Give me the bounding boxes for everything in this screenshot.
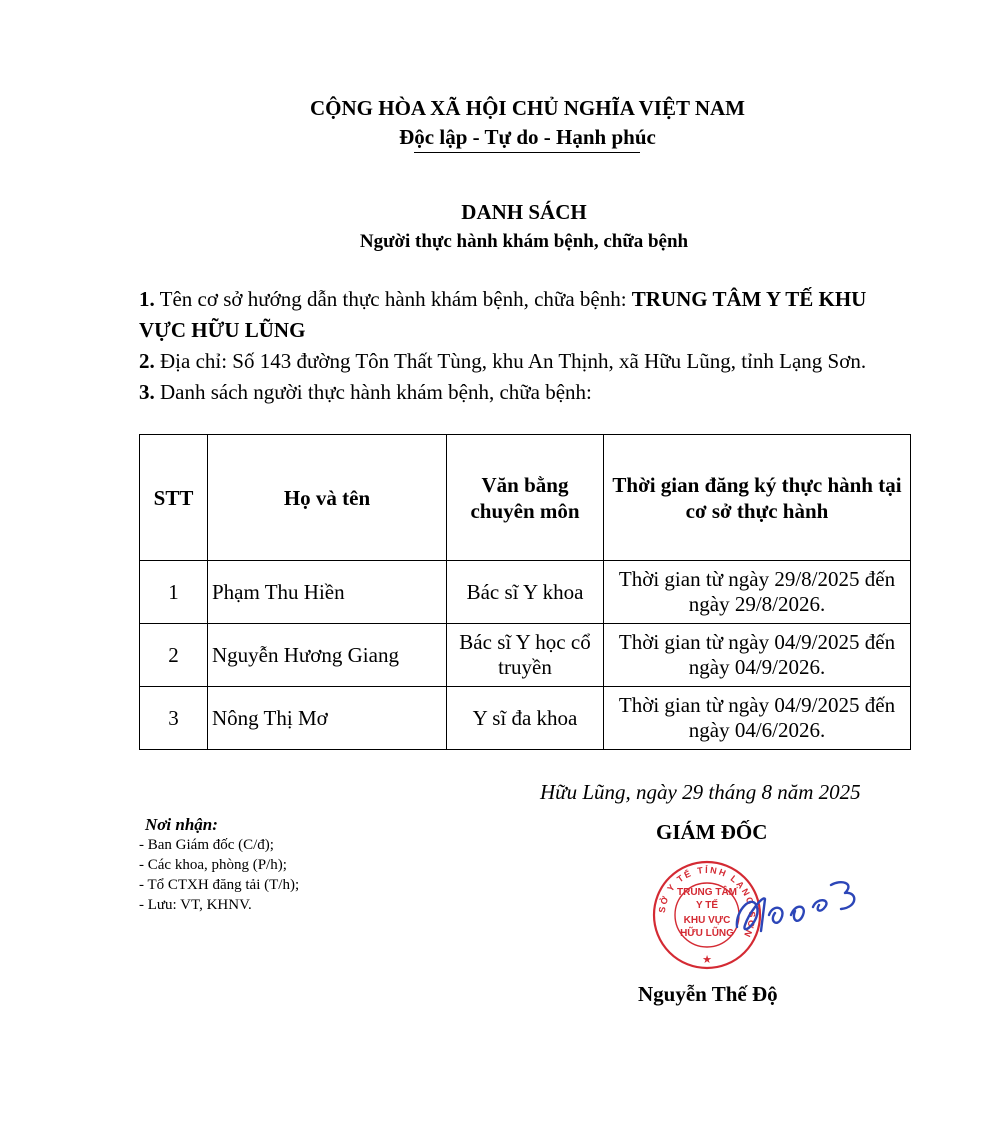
- cell-name: Phạm Thu Hiền: [208, 561, 447, 624]
- svg-text:TRUNG TÂM: TRUNG TÂM: [677, 887, 737, 898]
- signer-name: Nguyễn Thế Độ: [638, 982, 778, 1006]
- cell-time: Thời gian từ ngày 04/9/2025 đến ngày 04/9/2026.: [604, 624, 911, 687]
- table-row: [140, 561, 911, 624]
- section-1: [139, 284, 899, 346]
- section-2-number: 2.: [139, 349, 155, 373]
- seal-and-signature: [645, 855, 870, 975]
- header-time: Thời gian đăng ký thực hành tại cơ sở thực hành: [604, 435, 911, 561]
- cell-name: Nông Thị Mơ: [208, 687, 447, 750]
- recipients-title: Nơi nhận:: [145, 815, 218, 834]
- recipients-block: [139, 815, 299, 915]
- recipient-item: - Ban Giám đốc (C/đ);: [139, 837, 274, 853]
- motto-underline: [414, 152, 640, 153]
- document-header: [0, 96, 1000, 153]
- svg-text:HỮU LŨNG: HỮU LŨNG: [680, 928, 734, 939]
- svg-text:KHU VỰC: KHU VỰC: [683, 915, 731, 926]
- cell-degree: Bác sĩ Y khoa: [447, 561, 604, 624]
- address-text: Địa chỉ: Số 143 đường Tôn Thất Tùng, khu An Thịnh, xã Hữu Lũng, tỉnh Lạng Sơn.: [154, 349, 867, 373]
- header-degree: Văn bằng chuyên môn: [447, 435, 604, 561]
- cell-name: Nguyễn Hương Giang: [208, 624, 447, 687]
- section-1-label: Tên cơ sở hướng dẫn thực hành khám bệnh, chữa bệnh:: [154, 287, 632, 311]
- document-title-block: [24, 200, 1000, 253]
- recipient-item: - Tổ CTXH đăng tải (T/h);: [139, 877, 300, 893]
- document-body: [139, 284, 899, 408]
- cell-degree: Y sĩ đa khoa: [447, 687, 604, 750]
- cell-stt: 2: [140, 624, 208, 687]
- practitioner-table: [139, 434, 911, 750]
- table-row: [140, 624, 911, 687]
- section-3-number: 3.: [139, 380, 155, 404]
- section-3: [139, 377, 899, 408]
- section-1-number: 1.: [139, 287, 155, 311]
- recipient-item: - Các khoa, phòng (P/h);: [139, 857, 287, 873]
- cell-stt: 1: [140, 561, 208, 624]
- table-header-row: [140, 435, 911, 561]
- facility-name: TRUNG TÂM Y TẾ KHU VỰC HỮU LŨNG: [139, 287, 867, 342]
- svg-text:SỞ Y TẾ TỈNH LẠNG SƠN: SỞ Y TẾ TỈNH LẠNG SƠN: [656, 864, 757, 941]
- svg-text:★: ★: [702, 954, 712, 966]
- document-title: DANH SÁCH: [461, 200, 587, 224]
- national-title: CỘNG HÒA XÃ HỘI CHỦ NGHĨA VIỆT NAM: [309, 96, 746, 120]
- cell-degree: Bác sĩ Y học cổ truyền: [447, 624, 604, 687]
- cell-time: Thời gian từ ngày 04/9/2025 đến ngày 04/6/2026.: [604, 687, 911, 750]
- document-subtitle: Người thực hành khám bệnh, chữa bệnh: [359, 231, 689, 252]
- signer-title: GIÁM ĐỐC: [656, 820, 768, 844]
- section-3-text: Danh sách người thực hành khám bệnh, chữa bệnh:: [154, 380, 592, 404]
- cell-time: Thời gian từ ngày 29/8/2025 đến ngày 29/8/2026.: [604, 561, 911, 624]
- recipient-item: - Lưu: VT, KHNV.: [139, 897, 252, 913]
- section-2: [139, 346, 899, 377]
- svg-text:Y TẾ: Y TẾ: [695, 900, 719, 911]
- header-name: Họ và tên: [208, 435, 447, 561]
- cell-stt: 3: [140, 687, 208, 750]
- national-motto: Độc lập - Tự do - Hạnh phúc: [399, 125, 656, 149]
- official-seal-icon: [645, 855, 870, 975]
- place-and-date: Hữu Lũng, ngày 29 tháng 8 năm 2025: [540, 780, 861, 804]
- table-row: [140, 687, 911, 750]
- header-stt: STT: [140, 435, 208, 561]
